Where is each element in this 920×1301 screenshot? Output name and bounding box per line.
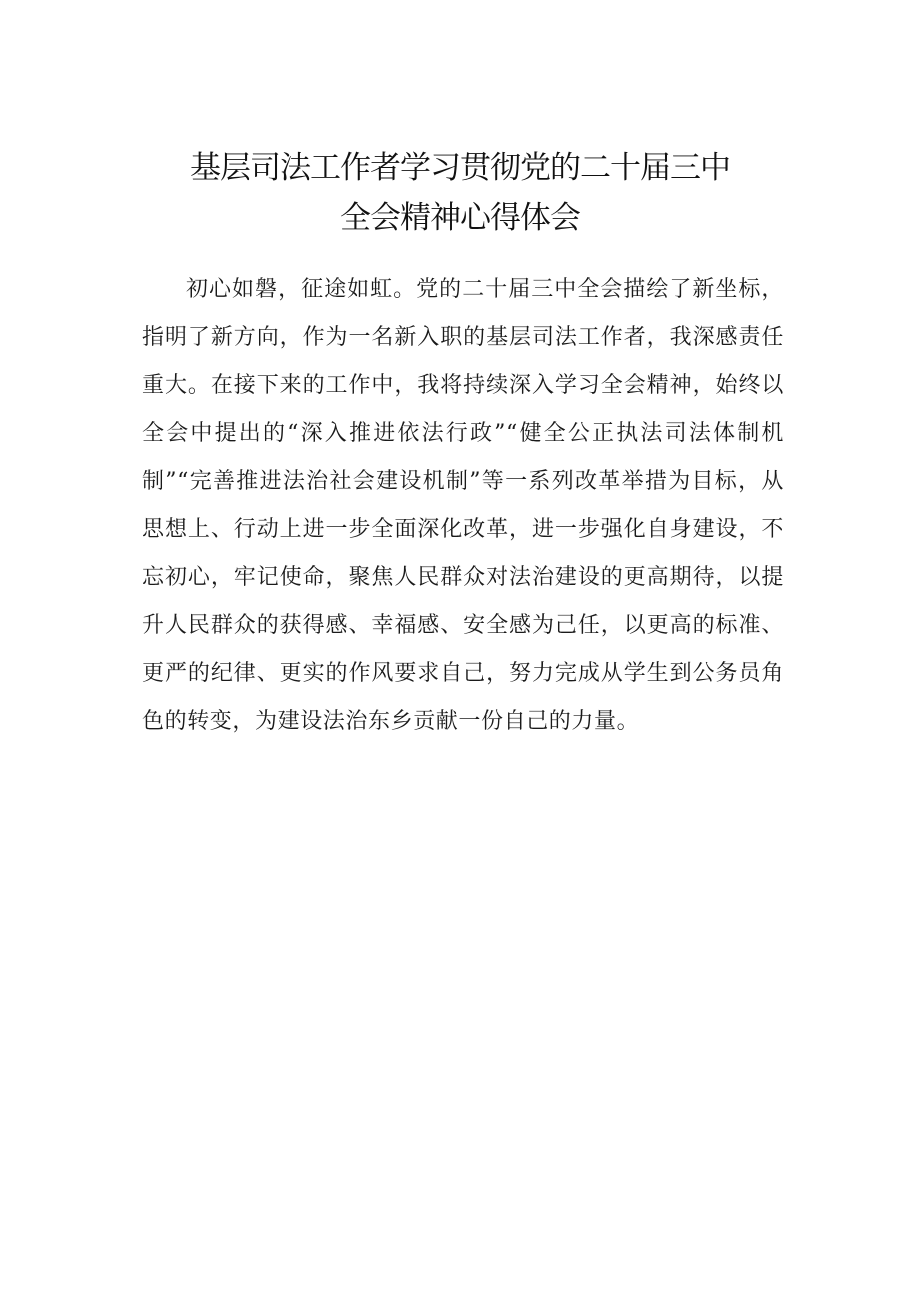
- title-line-2: 全会精神心得体会: [340, 200, 580, 236]
- body-paragraph: 初心如磐，征途如虹。党的二十届三中全会描绘了新坐标，指明了新方向，作为一名新入职的基层司法工作者，我深感责任重大。在接下来的工作中，我将持续深入学习全会精神，始终以全会中提出的“深入推进依法行政”“健全公正执法司法体制机制”“完善推进法治社会建设机制”等一系列改革举措为目标，从思想上、行动上进一步全面深化改革，进一步强化自身建设，不忘初心，牢记使命，聚焦人民群众对法治建设的更高期待，以提升人民群众的获得感、幸福感、安全感为己任，以更高的标准、更严的纪律、更实的作风要求自己，努力完成从学生到公务员角色的转变，为建设法治东乡贡献一份自己的力量。: [142, 277, 784, 734]
- title-line-1: 基层司法工作者学习贯彻党的二十届三中: [190, 150, 730, 186]
- document-title: [0, 143, 920, 243]
